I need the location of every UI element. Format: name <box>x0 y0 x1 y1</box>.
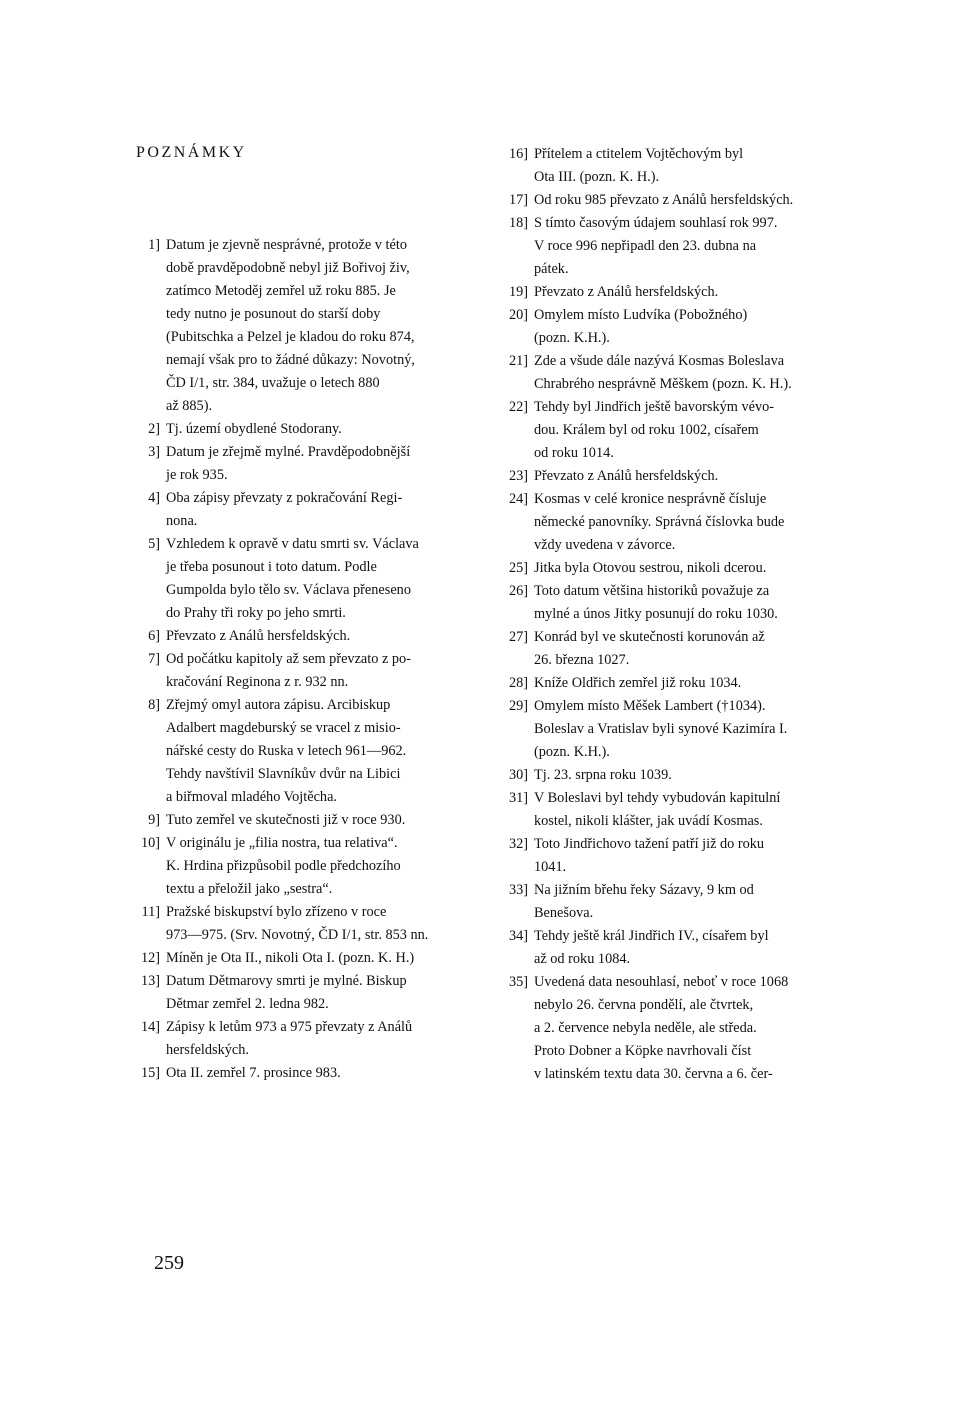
footnote <box>496 488 836 557</box>
footnote-line: Míněn je Ota II., nikoli Ota I. (pozn. K. H.) <box>166 950 415 966</box>
footnote-line: nebylo 26. června pondělí, ale čtvrtek, <box>534 997 754 1013</box>
footnote <box>496 465 836 488</box>
footnote-line: pátek. <box>534 261 569 277</box>
footnote <box>496 764 836 787</box>
footnote <box>128 1062 458 1085</box>
footnote-number: 11] <box>141 904 160 920</box>
footnote-text <box>534 971 836 1086</box>
footnote-number: 18] <box>508 215 528 231</box>
footnote-line: nona. <box>166 513 198 529</box>
notes-column-left <box>128 234 458 1085</box>
footnote-line: v latinském textu data 30. června a 6. čer- <box>534 1066 773 1082</box>
footnote-line: Přítelem a ctitelem Vojtěchovým byl <box>534 146 744 162</box>
footnote-line: až 885). <box>166 398 213 414</box>
footnote <box>496 281 836 304</box>
footnote-line: Zřejmý omyl autora zápisu. Arcibiskup <box>166 697 391 713</box>
footnote-text <box>534 580 836 626</box>
footnote-number: 14] <box>140 1019 160 1035</box>
footnote <box>496 396 836 465</box>
footnote-line: Dětmar zemřel 2. ledna 982. <box>166 996 329 1012</box>
footnote-line: až od roku 1084. <box>534 951 631 967</box>
footnote-text <box>166 947 458 970</box>
footnote-line: Tj. území obydlené Stodorany. <box>166 421 342 437</box>
footnote-number: 21] <box>508 353 528 369</box>
footnote-line: S tímto časovým údajem souhlasí rok 997. <box>534 215 778 231</box>
footnote-text <box>534 925 836 971</box>
footnote-line: Ota II. zemřel 7. prosince 983. <box>166 1065 341 1081</box>
footnote-line: textu a přeložil jako „sestra“. <box>166 881 333 897</box>
footnote <box>496 833 836 879</box>
footnote <box>496 143 836 189</box>
footnote-line: (pozn. K.H.). <box>534 330 610 346</box>
footnote-line: Boleslav a Vratislav byli synové Kazimíra I. <box>534 721 788 737</box>
footnote-line: Uvedená data nesouhlasí, neboť v roce 1068 <box>534 974 789 990</box>
footnote-line: Toto Jindřichovo tažení patří již do roku <box>534 836 765 852</box>
footnote-line: Kosmas v celé kronice nesprávně čísluje <box>534 491 767 507</box>
footnote-number: 13] <box>140 973 160 989</box>
footnote-line: Na jižním břehu řeky Sázavy, 9 km od <box>534 882 754 898</box>
footnote-line: Pražské biskupství bylo zřízeno v roce <box>166 904 387 920</box>
footnote-line: Benešova. <box>534 905 594 921</box>
footnote-number: 22] <box>508 399 528 415</box>
footnote-line: Konrád byl ve skutečnosti korunován až <box>534 629 765 645</box>
footnote <box>496 189 836 212</box>
footnote-number: 17] <box>508 192 528 208</box>
footnote-line: kračování Reginona z r. 932 nn. <box>166 674 349 690</box>
footnote-line: Tj. 23. srpna roku 1039. <box>534 767 672 783</box>
footnote <box>128 1016 458 1062</box>
footnote-number: 12] <box>140 950 160 966</box>
footnote-line: Zde a všude dále nazývá Kosmas Boleslava <box>534 353 785 369</box>
footnote-text <box>534 488 836 557</box>
footnote-line: Ota III. (pozn. K. H.). <box>534 169 660 185</box>
footnote-text <box>166 970 458 1016</box>
footnote-text <box>166 533 458 625</box>
footnote-line: Tehdy byl Jindřich ještě bavorským vévo- <box>534 399 775 415</box>
footnote-number: 2] <box>148 421 160 437</box>
footnote <box>128 901 458 947</box>
footnote-line: Tehdy navštívil Slavníkův dvůr na Libici <box>166 766 401 782</box>
footnote-number: 4] <box>148 490 160 506</box>
footnote-line: tedy nutno je posunout do starší doby <box>166 306 381 322</box>
footnote-text <box>166 901 458 947</box>
footnote-number: 8] <box>148 697 160 713</box>
footnote <box>128 832 458 901</box>
footnote-line: hersfeldských. <box>166 1042 249 1058</box>
footnote-number: 9] <box>148 812 160 828</box>
footnote-line: K. Hrdina přizpůsobil podle předchozího <box>166 858 401 874</box>
footnote-number: 32] <box>508 836 528 852</box>
footnote-line: 26. března 1027. <box>534 652 630 668</box>
footnote <box>496 304 836 350</box>
footnote-line: době pravděpodobně nebyl již Bořivoj živ, <box>166 260 410 276</box>
footnote <box>128 809 458 832</box>
footnote-number: 10] <box>140 835 160 851</box>
footnote-number: 35] <box>508 974 528 990</box>
footnote <box>496 971 836 1086</box>
footnote-line: Chrabrého nesprávně Měškem (pozn. K. H.). <box>534 376 792 392</box>
footnote-line: V Boleslavi byl tehdy vybudován kapitulní <box>534 790 781 806</box>
footnote-number: 20] <box>508 307 528 323</box>
footnote-text <box>534 879 836 925</box>
footnote-line: V originálu je „filia nostra, tua relativa“. <box>166 835 398 851</box>
footnote-line: mylné a únos Jitky posunují do roku 1030. <box>534 606 778 622</box>
page-number: 259 <box>154 1252 184 1274</box>
footnote <box>128 970 458 1016</box>
footnote-number: 28] <box>508 675 528 691</box>
footnote-line: Tuto zemřel ve skutečnosti již v roce 930. <box>166 812 406 828</box>
footnote-text <box>534 764 836 787</box>
footnote-line: Převzato z Análů hersfeldských. <box>534 468 719 484</box>
footnote <box>496 787 836 833</box>
footnote <box>128 487 458 533</box>
footnote-line: je rok 935. <box>166 467 228 483</box>
footnote-line: německé panovníky. Správná číslovka bude <box>534 514 785 530</box>
footnote-line: Toto datum většina historiků považuje za <box>534 583 770 599</box>
footnote-text <box>166 418 458 441</box>
footnote-text <box>166 809 458 832</box>
footnote-line: od roku 1014. <box>534 445 614 461</box>
footnote-line: Adalbert magdeburský se vracel z misio- <box>166 720 401 736</box>
footnote <box>128 694 458 809</box>
footnote-line: Datum je zjevně nesprávné, protože v této <box>166 237 407 253</box>
footnote <box>496 557 836 580</box>
footnote-text <box>534 143 836 189</box>
footnote-line: (Pubitschka a Pelzel je kladou do roku 874, <box>166 329 415 345</box>
footnote <box>128 533 458 625</box>
footnote-line: zatímco Metoděj zemřel už roku 885. Je <box>166 283 396 299</box>
footnote <box>496 879 836 925</box>
footnote-line: Od počátku kapitoly až sem převzato z po- <box>166 651 411 667</box>
footnote-line: a 2. července nebyla neděle, ale středa. <box>534 1020 757 1036</box>
footnote-number: 3] <box>148 444 160 460</box>
footnote-line: Kníže Oldřich zemřel již roku 1034. <box>534 675 742 691</box>
footnote-number: 23] <box>508 468 528 484</box>
footnote-line: ČD I/1, str. 384, uvažuje o letech 880 <box>166 375 380 391</box>
footnote-text <box>534 557 836 580</box>
footnote-line: (pozn. K.H.). <box>534 744 610 760</box>
footnote-text <box>166 694 458 809</box>
footnote-line: do Prahy tři roky po jeho smrti. <box>166 605 346 621</box>
footnote-line: Gumpolda bylo tělo sv. Václava přeneseno <box>166 582 411 598</box>
footnote-line: Proto Dobner a Köpke navrhovali číst <box>534 1043 752 1059</box>
footnote-line: Datum je zřejmě mylné. Pravděpodobnější <box>166 444 411 460</box>
footnote-line: nemají však pro to žádné důkazy: Novotný, <box>166 352 415 368</box>
footnote <box>496 672 836 695</box>
footnote <box>496 580 836 626</box>
footnote-text <box>166 1062 458 1085</box>
footnote-number: 26] <box>508 583 528 599</box>
footnote-text <box>534 189 836 212</box>
footnote-text <box>534 304 836 350</box>
footnote-number: 15] <box>140 1065 160 1081</box>
footnote-number: 16] <box>508 146 528 162</box>
footnote-line: je třeba posunout i toto datum. Podle <box>166 559 377 575</box>
footnote-line: Vzhledem k opravě v datu smrti sv. Václava <box>166 536 419 552</box>
footnote-text <box>166 625 458 648</box>
footnote-line: V roce 996 nepřipadl den 23. dubna na <box>534 238 757 254</box>
footnote-line: Od roku 985 převzato z Análů hersfeldských. <box>534 192 794 208</box>
footnote <box>128 625 458 648</box>
footnote-text <box>534 626 836 672</box>
footnote-line: dou. Králem byl od roku 1002, císařem <box>534 422 759 438</box>
footnote <box>128 418 458 441</box>
footnote <box>128 648 458 694</box>
footnote-number: 1] <box>148 237 160 253</box>
footnote-text <box>534 833 836 879</box>
footnote-line: Jitka byla Otovou sestrou, nikoli dcerou. <box>534 560 767 576</box>
footnote <box>128 441 458 487</box>
footnote-number: 30] <box>508 767 528 783</box>
footnote-number: 6] <box>148 628 160 644</box>
footnote-text <box>534 695 836 764</box>
footnote-text <box>166 832 458 901</box>
footnote-line: 1041. <box>534 859 567 875</box>
footnote-number: 25] <box>508 560 528 576</box>
footnote-line: Oba zápisy převzaty z pokračování Regi- <box>166 490 403 506</box>
footnote <box>496 626 836 672</box>
footnote-number: 33] <box>508 882 528 898</box>
footnote-text <box>166 648 458 694</box>
footnote-number: 29] <box>508 698 528 714</box>
footnote-number: 24] <box>508 491 528 507</box>
footnote-line: a biřmoval mladého Vojtěcha. <box>166 789 337 805</box>
footnote-number: 31] <box>508 790 528 806</box>
footnote-line: Zápisy k letům 973 a 975 převzaty z Análů <box>166 1019 413 1035</box>
footnote-number: 7] <box>148 651 160 667</box>
footnote-text <box>534 787 836 833</box>
footnote <box>128 947 458 970</box>
footnote-line: Převzato z Análů hersfeldských. <box>166 628 351 644</box>
footnote-line: Převzato z Análů hersfeldských. <box>534 284 719 300</box>
footnote-line: Omylem místo Měšek Lambert (†1034). <box>534 698 766 714</box>
footnote-number: 34] <box>508 928 528 944</box>
footnote-text <box>534 672 836 695</box>
footnote-text <box>534 350 836 396</box>
footnote-line: vždy uvedena v závorce. <box>534 537 676 553</box>
footnote-line: Tehdy ještě král Jindřich IV., císařem byl <box>534 928 769 944</box>
footnote-text <box>534 465 836 488</box>
footnote <box>496 925 836 971</box>
notes-column-right <box>496 143 836 1086</box>
page-heading: POZNÁMKY <box>136 144 247 161</box>
footnote-number: 27] <box>508 629 528 645</box>
footnote-number: 19] <box>508 284 528 300</box>
footnote-line: Datum Dětmarovy smrti je mylné. Biskup <box>166 973 407 989</box>
footnote-line: 973—975. (Srv. Novotný, ČD I/1, str. 853 nn. <box>166 927 429 943</box>
footnote-text <box>166 487 458 533</box>
footnote <box>128 234 458 418</box>
footnote <box>496 212 836 281</box>
footnote-text <box>166 441 458 487</box>
footnote <box>496 350 836 396</box>
footnote-number: 5] <box>148 536 160 552</box>
footnote-line: kostel, nikoli klášter, jak uvádí Kosmas. <box>534 813 763 829</box>
footnote-line: nářské cesty do Ruska v letech 961—962. <box>166 743 407 759</box>
footnote-text <box>166 234 458 418</box>
footnote-line: Omylem místo Ludvíka (Pobožného) <box>534 307 748 323</box>
footnote <box>496 695 836 764</box>
footnote-text <box>534 212 836 281</box>
footnote-text <box>166 1016 458 1062</box>
footnote-text <box>534 281 836 304</box>
footnote-text <box>534 396 836 465</box>
